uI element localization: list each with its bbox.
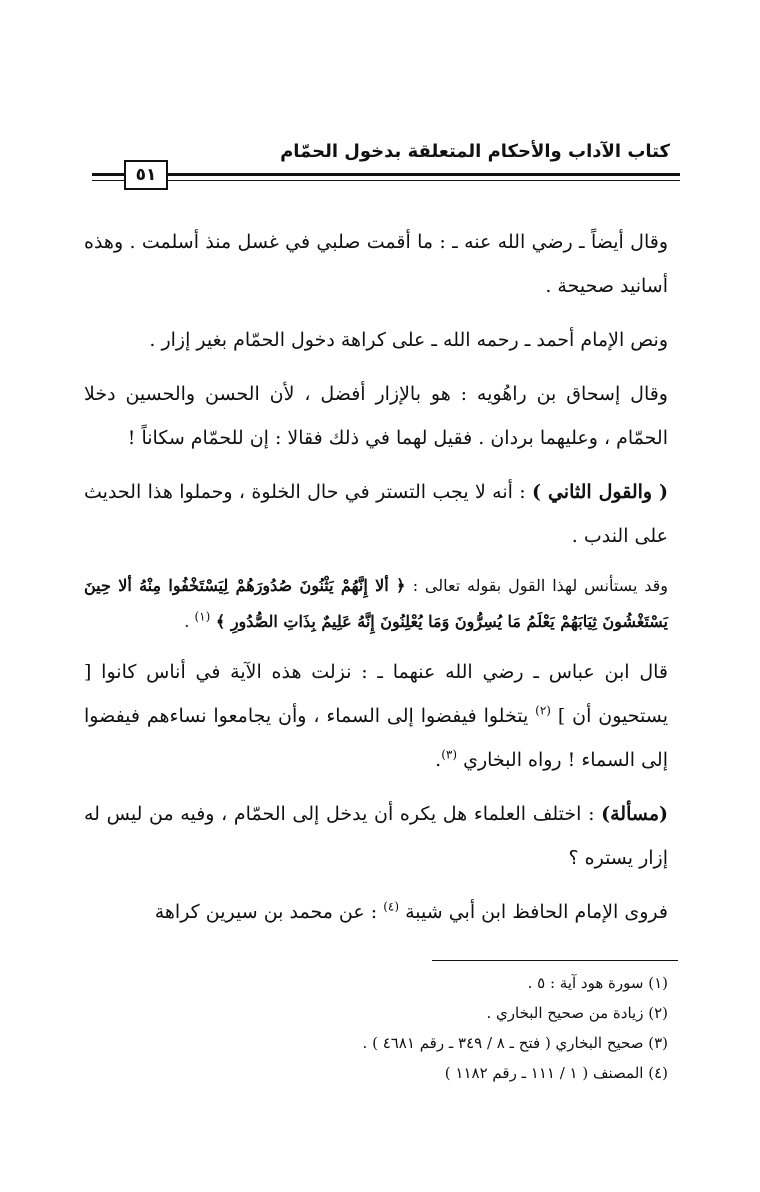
header-rule-bottom	[92, 180, 680, 181]
paragraph-7	[84, 792, 668, 880]
paragraph-5-end: .	[184, 612, 195, 631]
footnote-rule	[432, 960, 678, 961]
running-title: كتاب الآداب والأحكام المتعلقة بدخول الحمّام	[280, 141, 670, 162]
paragraph-6	[84, 650, 668, 782]
footnote-ref-4: (٤)	[383, 899, 400, 914]
paragraph-5-intro: وقد يستأنس لهذا القول بقوله تعالى :	[412, 576, 669, 595]
paragraph-3: وقال إسحاق بن راهُويه : هو بالإزار أفضل ، لأن الحسن والحسين دخلا الحمّام ، وعليهما بردان . فقيل لهما في ذلك فقالا : إن للحمّام سكاناً !	[84, 383, 668, 449]
paragraph-7-lead: (مسألة)	[601, 803, 668, 825]
footnote-3: (٣) صحيح البخاري ( فتح ـ ٨ / ٣٤٩ ـ رقم ٤٦٨١ ) .	[362, 1034, 668, 1052]
paragraph-6-text-b: يتخلوا فيفضوا إلى السماء ، وأن يجامعوا نساءهم فيفضوا إلى السماء ! رواه البخاري	[84, 705, 668, 771]
body-text	[84, 220, 668, 944]
footnotes	[84, 968, 668, 1088]
paragraph-4	[84, 470, 668, 558]
quran-verse: ﴿ ألا إِنَّهُمْ يَثْنُونَ صُدُورَهُمْ لِيَسْتَخْفُوا مِنْهُ ألا حِينَ يَسْتَغْشُونَ ثِيَابَهُمْ يَعْلَمُ مَا يُسِرُّونَ وَمَا يُعْلِنُونَ إِنَّهُ عَلِيمٌ بِذَاتِ الصُّدُورِ ﴾	[84, 576, 668, 631]
paragraph-1: وقال أيضاً ـ رضي الله عنه ـ : ما أقمت صلبي في غسل منذ أسلمت . وهذه أسانيد صحيحة .	[84, 231, 668, 297]
footnote-ref-2: (٢)	[535, 703, 551, 718]
paragraph-7-text: : اختلف العلماء هل يكره أن يدخل إلى الحمّام ، وفيه من ليس له إزار يستره ؟	[84, 803, 668, 869]
footnote-4: (٤) المصنف ( ١ / ١١١ ـ رقم ١١٨٢ )	[444, 1064, 668, 1082]
paragraph-6-text-a: قال ابن عباس ـ رضي الله عنهما ـ : نزلت هذه الآية في أناس كانوا [ يستحيون أن ]	[84, 661, 668, 727]
paragraph-5	[84, 568, 668, 640]
paragraph-8-text-b: : عن محمد بن سيرين كراهة	[154, 901, 384, 923]
paragraph-6-text-c: .	[435, 749, 442, 771]
page-number: ٥١	[124, 160, 168, 190]
footnote-1: (١) سورة هود آية : ٥ .	[527, 974, 668, 992]
footnote-ref-3: (٣)	[441, 747, 458, 762]
paragraph-8-text-a: فروى الإمام الحافظ ابن أبي شيبة	[399, 901, 668, 923]
paragraph-8	[84, 890, 668, 934]
footnote-2: (٢) زيادة من صحيح البخاري .	[486, 1004, 668, 1022]
paragraph-2: ونص الإمام أحمد ـ رحمه الله ـ على كراهة دخول الحمّام بغير إزار .	[149, 329, 668, 351]
footnote-ref-1: (١)	[194, 609, 211, 624]
paragraph-4-text: : أنه لا يجب التستر في حال الخلوة ، وحملوا هذا الحديث على الندب .	[84, 481, 668, 547]
paragraph-4-lead: ( والقول الثاني )	[532, 481, 668, 503]
header-rule-top	[92, 173, 680, 176]
